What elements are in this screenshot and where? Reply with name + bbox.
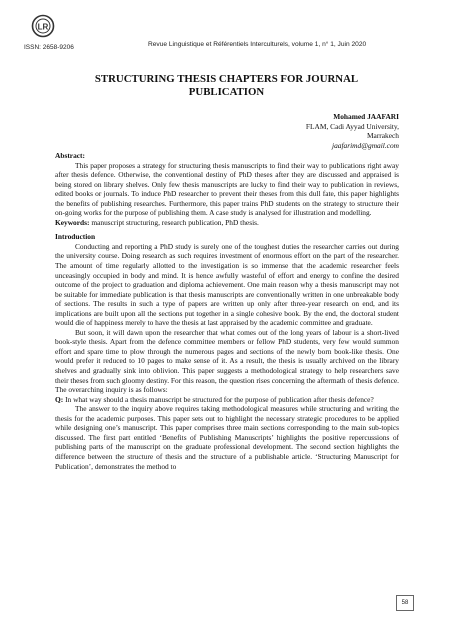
introduction-heading: Introduction (55, 232, 96, 242)
author-city: Marrakech (366, 131, 399, 141)
abstract-heading: Abstract: (55, 151, 85, 160)
author-block (306, 112, 399, 150)
introduction-paragraph-1: Conducting and reporting a PhD study is surely one of the toughest duties the researcher carries out during the university course. Doing research as such requires investment of enormous effort on the part of the researcher. The amount of time regularly allotted to the investigation is so immense that the academic researcher feels unceasingly occupied in body and mind. It is hence awfully wasteful of effort and energy to confine the desired outcome of the project to graduation and diploma achievement. One main reason why a thesis manuscript may not be suitable for immediate publication is that thesis manuscripts are conventionally written in one unbreakable body of sections. The results in such a type of papers are written up only after three-year research on end, and its implications are built upon all the sections put together in a single cohesive book. By the end, the doctoral student would die of happiness merely to have the thesis at last appraised by the academic committee and graduate. (55, 241, 399, 328)
paper-title: STRUCTURING THESIS CHAPTERS FOR JOURNAL PUBLICATION (94, 73, 359, 98)
journal-logo (31, 14, 55, 40)
svg-text:LR: LR (37, 22, 49, 32)
question-label: Q: (55, 394, 64, 404)
keywords-line (55, 218, 399, 228)
introduction-paragraph-2: But soon, it will dawn upon the researcher that what comes out of the long years of labour is a short-lived book-style thesis. Apart from the defence committee members or fellow PhD students, very few would summon effort and spare time to plow through the numerous pages and sections of the newly born book-like thesis. One would prefer it reduced to 10 pages to make sense of it. As a result, the thesis is usually archived on the library shelves and gradually sink into oblivion. This paper suggests a methodological strategy to help researchers save their theses from such gloomy destiny. For this reason, the question rises concerning the aftermath of thesis defence. The overarching inquiry is as follows: (55, 327, 399, 395)
introduction-paragraph-3: The answer to the inquiry above requires taking methodological measures while structuring and writing the thesis for the academic purposes. This paper sets out to highlight the necessary strategic procedures to be applied while designing one’s manuscript. This paper comprises three main sections corresponding to the main sub-topics discussed. The first part entitled ‘Benefits of Publishing Manuscripts’ highlights the positive repercussions of publishing parts of the manuscript on the graduate professional development. The second section highlights the difference between the structure of thesis and the structure of a publishable article. ‘Structuring Manuscript for Publication’, demonstrates the method to (55, 404, 399, 471)
issn-label: ISSN: 2658-9206 (24, 44, 74, 51)
author-name: Mohamed JAAFARI (333, 112, 399, 121)
paper-body (55, 151, 399, 471)
journal-header: Revue Linguistique et Référentiels Interculturels, volume 1, n° 1, Juin 2020 (148, 41, 367, 48)
abstract-text: This paper proposes a strategy for structuring thesis manuscripts to find their way to publications right away after thesis defence. Otherwise, the conventional destiny of PhD theses after they are discussed and appraised is being stored on library shelves. Only few thesis manuscripts are lucky to find their way to publication in reviews, edited books or journals. To induce PhD researcher to prevent their theses from this dull fate, this paper highlights the benefits of publishing researches. Furthermore, this paper trains PhD students on the strategy to structure their on-going works for the purpose of publishing them. A case study is analysed for illustration and modelling. (55, 160, 399, 218)
author-affiliation: FLAM, Cadi Ayyad University, (305, 121, 399, 131)
page-number: 58 (396, 595, 414, 611)
research-question (55, 395, 399, 405)
question-text: In what way should a thesis manuscript be structured for the purpose of publication after thesis defence? (65, 394, 374, 404)
keywords-label: Keywords: (55, 217, 90, 227)
keywords-text: manuscript structuring, research publication, PhD thesis. (91, 217, 259, 227)
author-email: jaafarimd@gmail.com (332, 140, 399, 150)
